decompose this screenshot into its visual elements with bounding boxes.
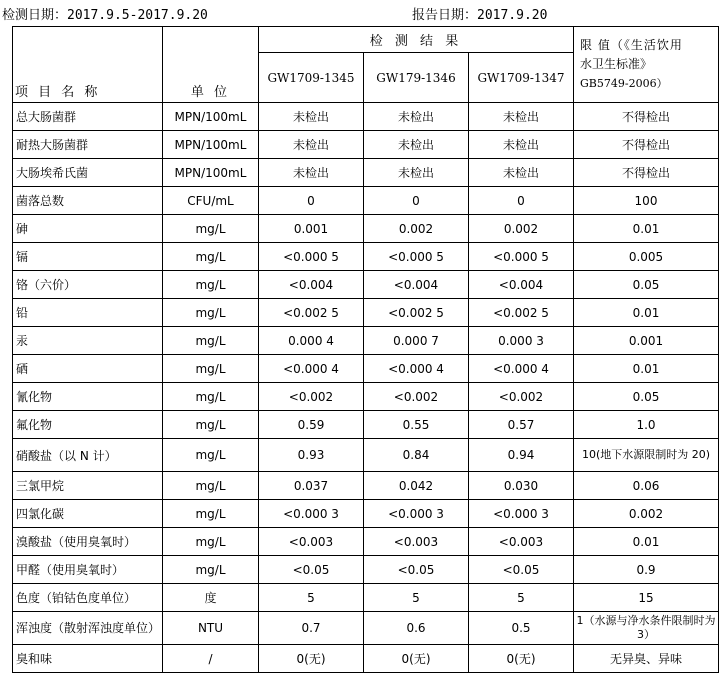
result-cell-3: <0.05 <box>469 556 574 584</box>
limit-cell: 0.001 <box>574 327 719 355</box>
limit-cell: 15 <box>574 584 719 612</box>
limit-cell: 不得检出 <box>574 103 719 131</box>
item-name: 总大肠菌群 <box>13 103 163 131</box>
result-cell-3: <0.002 <box>469 383 574 411</box>
result-cell-3: <0.003 <box>469 528 574 556</box>
result-cell-2: 0.55 <box>364 411 469 439</box>
item-name: 汞 <box>13 327 163 355</box>
table-row <box>13 299 719 327</box>
item-name: 菌落总数 <box>13 187 163 215</box>
table-row <box>13 327 719 355</box>
item-name: 硒 <box>13 355 163 383</box>
unit-cell: mg/L <box>163 439 259 472</box>
limit-cell: 0.01 <box>574 215 719 243</box>
column-header-unit: 单 位 <box>163 27 259 103</box>
result-cell-2: 0.042 <box>364 472 469 500</box>
result-cell-3: <0.002 5 <box>469 299 574 327</box>
result-cell-2: 0 <box>364 187 469 215</box>
limit-cell: 0.002 <box>574 500 719 528</box>
table-row <box>13 131 719 159</box>
item-name: 镉 <box>13 243 163 271</box>
table-row <box>13 187 719 215</box>
table-row <box>13 411 719 439</box>
result-cell-2: <0.002 <box>364 383 469 411</box>
results-table <box>12 26 719 673</box>
result-cell-1: 0.7 <box>259 612 364 645</box>
result-cell-2: 0.6 <box>364 612 469 645</box>
unit-cell: mg/L <box>163 215 259 243</box>
limit-cell: 0.9 <box>574 556 719 584</box>
limit-cell: 0.06 <box>574 472 719 500</box>
unit-cell: MPN/100mL <box>163 131 259 159</box>
unit-cell: MPN/100mL <box>163 159 259 187</box>
item-name: 氰化物 <box>13 383 163 411</box>
limit-cell: 1.0 <box>574 411 719 439</box>
item-name: 大肠埃希氏菌 <box>13 159 163 187</box>
unit-cell: mg/L <box>163 556 259 584</box>
item-name: 硝酸盐（以 N 计） <box>13 439 163 472</box>
item-name: 三氯甲烷 <box>13 472 163 500</box>
limit-cell: 无异臭、异味 <box>574 645 719 673</box>
item-name: 臭和味 <box>13 645 163 673</box>
result-cell-2: 未检出 <box>364 131 469 159</box>
result-cell-2: 0.002 <box>364 215 469 243</box>
unit-cell: mg/L <box>163 528 259 556</box>
result-cell-1: <0.002 <box>259 383 364 411</box>
result-cell-3: 5 <box>469 584 574 612</box>
unit-cell: mg/L <box>163 327 259 355</box>
test-date: 检测日期：2017.9.5-2017.9.20 <box>2 8 208 23</box>
result-cell-1: <0.000 5 <box>259 243 364 271</box>
result-cell-3: 0.94 <box>469 439 574 472</box>
limit-cell: 0.005 <box>574 243 719 271</box>
item-name: 耐热大肠菌群 <box>13 131 163 159</box>
result-cell-1: 0.000 4 <box>259 327 364 355</box>
result-cell-3: <0.000 5 <box>469 243 574 271</box>
table-row <box>13 584 719 612</box>
result-cell-3: <0.000 4 <box>469 355 574 383</box>
limit-cell: 100 <box>574 187 719 215</box>
item-name: 铅 <box>13 299 163 327</box>
limit-cell: 0.05 <box>574 271 719 299</box>
table-row <box>13 500 719 528</box>
item-name: 甲醛（使用臭氧时） <box>13 556 163 584</box>
result-cell-3: 0.030 <box>469 472 574 500</box>
result-cell-1: <0.000 3 <box>259 500 364 528</box>
limit-header-line3: GB5749-2006） <box>580 77 668 90</box>
result-cell-2: <0.05 <box>364 556 469 584</box>
item-name: 砷 <box>13 215 163 243</box>
result-cell-2: <0.000 4 <box>364 355 469 383</box>
table-row <box>13 271 719 299</box>
unit-cell: 度 <box>163 584 259 612</box>
unit-cell: mg/L <box>163 472 259 500</box>
result-cell-2: 0(无) <box>364 645 469 673</box>
sample-header-1: GW1709-1345 <box>259 53 364 103</box>
result-cell-3: 0.002 <box>469 215 574 243</box>
limit-header-line1: 限 值（《生活饮用 <box>580 38 683 52</box>
result-cell-1: 0.037 <box>259 472 364 500</box>
limit-cell: 1（水源与净水条件限制时为 3） <box>574 612 719 645</box>
unit-cell: NTU <box>163 612 259 645</box>
table-row <box>13 243 719 271</box>
result-cell-2: <0.003 <box>364 528 469 556</box>
result-cell-2: 0.000 7 <box>364 327 469 355</box>
report-date: 报告日期：2017.9.20 <box>412 8 548 23</box>
result-cell-3: 0.5 <box>469 612 574 645</box>
unit-cell: mg/L <box>163 411 259 439</box>
unit-cell: CFU/mL <box>163 187 259 215</box>
result-cell-3: 0.57 <box>469 411 574 439</box>
unit-cell: mg/L <box>163 383 259 411</box>
item-name: 浑浊度（散射浑浊度单位） <box>13 612 163 645</box>
column-header-limit <box>574 27 719 103</box>
result-cell-1: 0.59 <box>259 411 364 439</box>
limit-header-line2: 水卫生标准》 <box>580 57 653 71</box>
unit-cell: mg/L <box>163 299 259 327</box>
result-cell-3: <0.004 <box>469 271 574 299</box>
table-row <box>13 159 719 187</box>
result-cell-3: 未检出 <box>469 159 574 187</box>
column-header-item: 项 目 名 称 <box>13 27 163 103</box>
result-cell-3: 0.000 3 <box>469 327 574 355</box>
result-cell-1: 0(无) <box>259 645 364 673</box>
column-header-results: 检 测 结 果 <box>259 27 574 53</box>
item-name: 铬（六价） <box>13 271 163 299</box>
result-cell-1: 5 <box>259 584 364 612</box>
table-row <box>13 103 719 131</box>
sample-header-3: GW1709-1347 <box>469 53 574 103</box>
result-cell-1: 未检出 <box>259 103 364 131</box>
result-cell-1: <0.002 5 <box>259 299 364 327</box>
limit-cell: 0.01 <box>574 355 719 383</box>
result-cell-2: <0.000 5 <box>364 243 469 271</box>
limit-cell: 不得检出 <box>574 131 719 159</box>
result-cell-1: <0.004 <box>259 271 364 299</box>
result-cell-2: 0.84 <box>364 439 469 472</box>
unit-cell: MPN/100mL <box>163 103 259 131</box>
unit-cell: mg/L <box>163 355 259 383</box>
table-row <box>13 556 719 584</box>
table-row <box>13 383 719 411</box>
table-row <box>13 215 719 243</box>
result-cell-3: 未检出 <box>469 103 574 131</box>
limit-cell: 10(地下水源限制时为 20) <box>574 439 719 472</box>
table-row <box>13 528 719 556</box>
item-name: 色度（铂钴色度单位） <box>13 584 163 612</box>
unit-cell: / <box>163 645 259 673</box>
table-row <box>13 439 719 472</box>
item-name: 氟化物 <box>13 411 163 439</box>
result-cell-3: <0.000 3 <box>469 500 574 528</box>
result-cell-3: 0 <box>469 187 574 215</box>
result-cell-2: 5 <box>364 584 469 612</box>
sample-header-2: GW179-1346 <box>364 53 469 103</box>
table-row <box>13 645 719 673</box>
result-cell-1: 未检出 <box>259 159 364 187</box>
result-cell-1: <0.000 4 <box>259 355 364 383</box>
table-row <box>13 355 719 383</box>
table-row <box>13 612 719 645</box>
result-cell-1: 0.001 <box>259 215 364 243</box>
result-cell-3: 0(无) <box>469 645 574 673</box>
unit-cell: mg/L <box>163 500 259 528</box>
result-cell-2: 未检出 <box>364 103 469 131</box>
result-cell-1: <0.05 <box>259 556 364 584</box>
result-cell-1: 0.93 <box>259 439 364 472</box>
result-cell-1: 未检出 <box>259 131 364 159</box>
result-cell-2: <0.000 3 <box>364 500 469 528</box>
unit-cell: mg/L <box>163 243 259 271</box>
limit-cell: 不得检出 <box>574 159 719 187</box>
unit-cell: mg/L <box>163 271 259 299</box>
result-cell-1: 0 <box>259 187 364 215</box>
limit-cell: 0.01 <box>574 528 719 556</box>
limit-cell: 0.05 <box>574 383 719 411</box>
result-cell-2: <0.002 5 <box>364 299 469 327</box>
result-cell-2: 未检出 <box>364 159 469 187</box>
item-name: 溴酸盐（使用臭氧时） <box>13 528 163 556</box>
result-cell-1: <0.003 <box>259 528 364 556</box>
result-cell-2: <0.004 <box>364 271 469 299</box>
table-row <box>13 472 719 500</box>
item-name: 四氯化碳 <box>13 500 163 528</box>
limit-cell: 0.01 <box>574 299 719 327</box>
result-cell-3: 未检出 <box>469 131 574 159</box>
